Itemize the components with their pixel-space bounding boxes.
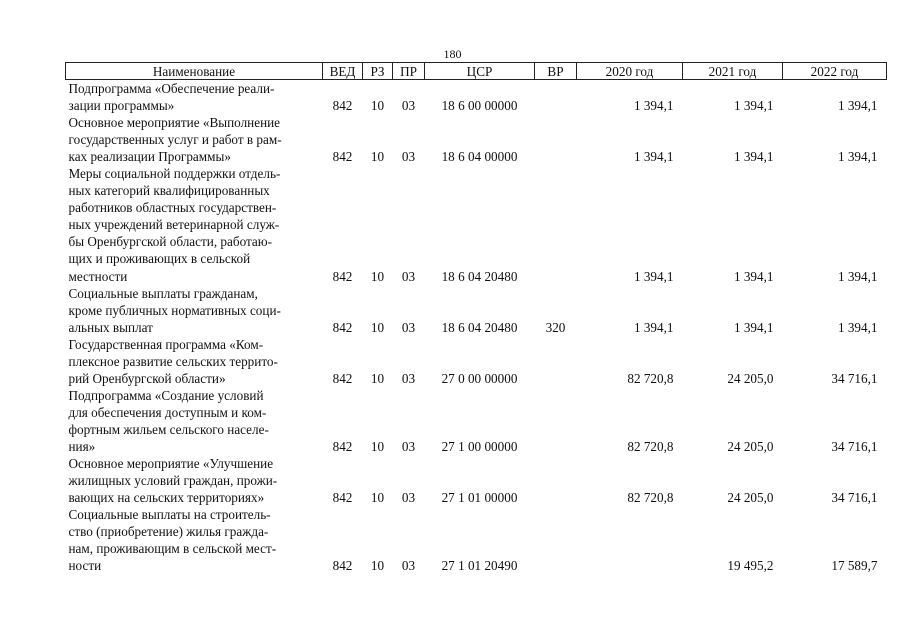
row-csr: 18 6 04 00000 — [441, 149, 518, 165]
row-rz: 10 — [370, 268, 385, 284]
row-ved: 842 — [332, 370, 353, 386]
row-name: Подпрограмма «Обеспечение реали- зации программы» — [68, 81, 275, 114]
header-vr: ВР — [535, 63, 577, 80]
row-rz: 10 — [370, 370, 385, 386]
row-pr: 03 — [401, 268, 416, 284]
header-csr: ЦСР — [425, 63, 535, 80]
table-row — [66, 285, 887, 336]
row-name: Государственная программа «Ком- плексное развитие сельских террито- рий Оренбургской области» — [68, 336, 278, 386]
row-2020 — [577, 506, 683, 574]
header-2022: 2022 год — [783, 63, 887, 80]
row-2020: 82 720,8 — [627, 490, 674, 506]
row-pr: 03 — [401, 98, 416, 114]
row-pr: 03 — [401, 370, 416, 386]
row-2020: 82 720,8 — [627, 370, 674, 386]
table-row — [66, 80, 887, 115]
row-rz: 10 — [370, 490, 385, 506]
row-2021: 1 394,1 — [733, 319, 774, 335]
row-vr: 320 — [545, 319, 566, 335]
table-row — [66, 387, 887, 455]
row-2022: 34 716,1 — [831, 438, 878, 454]
row-name: Основное мероприятие «Выполнение государственных услуг и работ в рам- ках реализации Программы» — [68, 115, 282, 165]
header-ved: ВЕД — [323, 63, 363, 80]
header-pr: ПР — [393, 63, 425, 80]
row-2021: 1 394,1 — [733, 98, 774, 114]
row-pr: 03 — [401, 490, 416, 506]
row-pr: 03 — [401, 149, 416, 165]
row-vr — [535, 387, 577, 455]
table-row — [66, 165, 887, 284]
row-vr — [535, 165, 577, 284]
table-row — [66, 336, 887, 387]
row-csr: 18 6 00 00000 — [441, 98, 518, 114]
row-2020: 1 394,1 — [633, 319, 674, 335]
table-row — [66, 114, 887, 165]
row-csr: 27 1 00 00000 — [441, 438, 518, 454]
table-row — [66, 506, 887, 574]
header-2020: 2020 год — [577, 63, 683, 80]
row-rz: 10 — [370, 149, 385, 165]
row-ved: 842 — [332, 490, 353, 506]
row-pr: 03 — [401, 319, 416, 335]
row-2021: 19 495,2 — [727, 558, 774, 574]
row-rz: 10 — [370, 558, 385, 574]
row-ved: 842 — [332, 319, 353, 335]
table-row — [66, 455, 887, 506]
row-2022: 17 589,7 — [831, 558, 878, 574]
row-ved: 842 — [332, 98, 353, 114]
row-2020: 1 394,1 — [633, 149, 674, 165]
row-2020: 82 720,8 — [627, 438, 674, 454]
row-2022: 34 716,1 — [831, 490, 878, 506]
header-2021: 2021 год — [683, 63, 783, 80]
row-2021: 24 205,0 — [727, 490, 774, 506]
row-ved: 842 — [332, 558, 353, 574]
row-name: Подпрограмма «Создание условий для обеспечения доступным и ком- фортным жильем сельского населе- ния» — [68, 387, 269, 454]
row-vr — [535, 455, 577, 506]
row-rz: 10 — [370, 319, 385, 335]
row-rz: 10 — [370, 98, 385, 114]
row-2020: 1 394,1 — [633, 268, 674, 284]
row-2022: 1 394,1 — [837, 319, 878, 335]
row-vr — [535, 336, 577, 387]
row-2021: 24 205,0 — [727, 438, 774, 454]
row-2021: 24 205,0 — [727, 370, 774, 386]
row-2022: 1 394,1 — [837, 149, 878, 165]
row-rz: 10 — [370, 438, 385, 454]
page-number: 180 — [443, 47, 462, 61]
row-csr: 27 1 01 00000 — [441, 490, 518, 506]
row-name: Социальные выплаты на строитель- ство (приобретение) жилья гражда- нам, проживающим в сельской мест- ности — [68, 507, 277, 574]
row-vr — [535, 506, 577, 574]
row-2022: 1 394,1 — [837, 98, 878, 114]
row-2021: 1 394,1 — [733, 149, 774, 165]
budget-table — [65, 62, 887, 574]
row-csr: 27 0 00 00000 — [441, 370, 518, 386]
row-2021: 1 394,1 — [733, 268, 774, 284]
row-2022: 1 394,1 — [837, 268, 878, 284]
row-csr: 18 6 04 20480 — [441, 268, 518, 284]
row-name: Меры социальной поддержки отдель- ных категорий квалифицированных работников областных государствен- ных учреждений ветеринарной служ- бы Оренбургской области, работаю- щих и проживающих в сельской местности — [68, 166, 281, 284]
row-pr: 03 — [401, 558, 416, 574]
row-csr: 18 6 04 20480 — [441, 319, 518, 335]
header-name: Наименование — [66, 63, 323, 80]
row-ved: 842 — [332, 438, 353, 454]
row-name: Социальные выплаты гражданам, кроме публичных нормативных соци- альных выплат — [68, 285, 281, 335]
row-ved: 842 — [332, 149, 353, 165]
header-rz: РЗ — [363, 63, 393, 80]
row-pr: 03 — [401, 438, 416, 454]
table-header-row — [66, 63, 887, 80]
row-2020: 1 394,1 — [633, 98, 674, 114]
row-csr: 27 1 01 20490 — [441, 558, 518, 574]
row-2022: 34 716,1 — [831, 370, 878, 386]
row-vr — [535, 80, 577, 115]
row-name: Основное мероприятие «Улучшение жилищных условий граждан, прожи- вающих на сельских территориях» — [68, 456, 278, 506]
row-ved: 842 — [332, 268, 353, 284]
row-vr — [535, 114, 577, 165]
